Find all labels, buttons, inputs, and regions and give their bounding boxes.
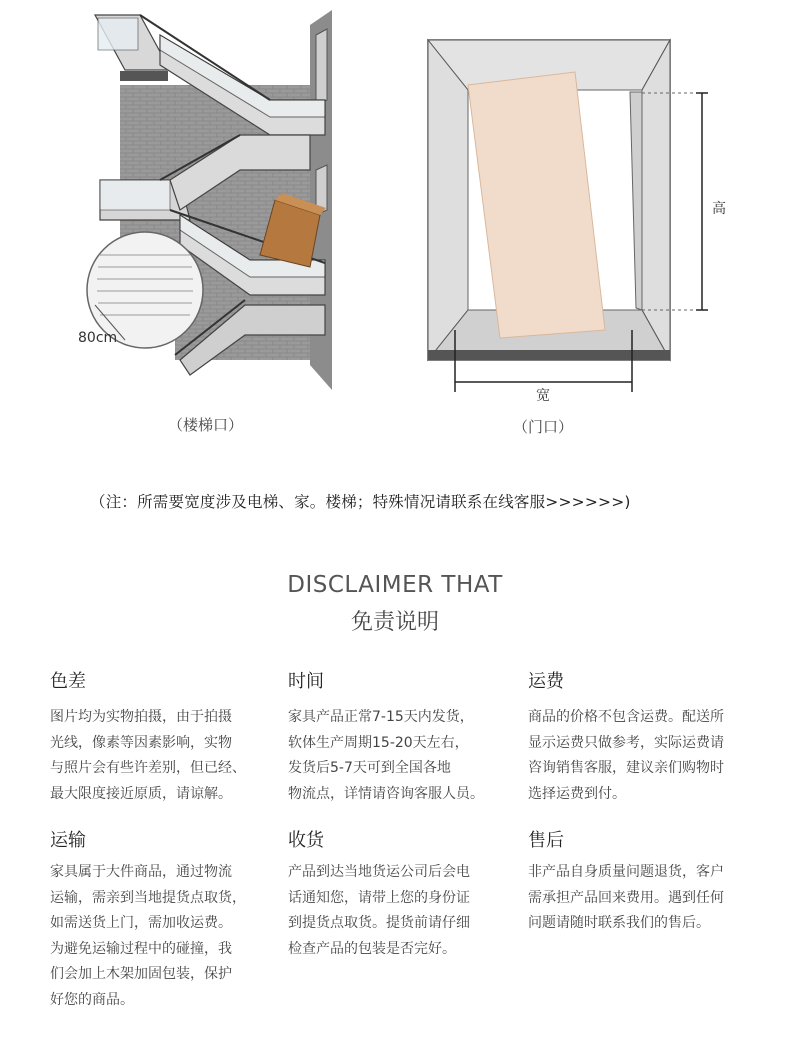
body-line: 非产品自身质量问题退货，客户	[528, 864, 724, 880]
body-line: 与照片会有些许差别，但已经、	[50, 760, 246, 776]
body-line: 家具产品正常7-15天内发货，	[288, 709, 474, 725]
section-title-transport: 运输	[50, 830, 86, 851]
section-title-freight: 运费	[528, 671, 564, 692]
body-line: 需承担产品回来费用。遇到任何	[528, 889, 724, 906]
doorway-illustration	[420, 30, 730, 400]
body-line: 到提货点取货。提货前请仔细	[288, 915, 470, 931]
body-line: 发货后5-7天可到全国各地	[288, 760, 451, 776]
section-title-receipt: 收货	[288, 830, 324, 851]
body-line: 运输，需亲到当地提货点取货，	[50, 889, 246, 906]
body-line: 为避免运输过程中的碰撞，我	[50, 940, 232, 957]
body-line: 商品的价格不包含运费。配送所	[528, 709, 724, 725]
section-title-color: 色差	[50, 671, 86, 692]
body-line: 显示运费只做参考，实际运费请	[528, 734, 724, 751]
section-body-time	[288, 705, 493, 807]
body-line: 图片均为实物拍摄，由于拍摄	[50, 709, 232, 725]
body-line: 话通知您，请带上您的身份证	[288, 889, 470, 906]
body-line: 们会加上木架加固包装，保护	[50, 966, 232, 982]
disclaimer-title-cn: 免责说明	[350, 610, 439, 635]
disclaimer-title-en: DISCLAIMER THAT	[287, 572, 503, 598]
section-title-time: 时间	[288, 671, 324, 692]
section-body-color	[50, 705, 255, 807]
body-line: 物流点，详情请咨询客服人员。	[288, 785, 484, 802]
body-line: 光线，像素等因素影响，实物	[50, 734, 232, 751]
stair-width-label: 80cm	[78, 330, 118, 346]
door-height-label: 高	[712, 201, 726, 217]
body-line: 软体生产周期15-20天左右，	[288, 734, 469, 751]
section-body-aftersales	[528, 860, 743, 937]
body-line: 家具属于大件商品，通过物流	[50, 864, 232, 880]
body-line: 选择运费到付。	[528, 785, 626, 802]
section-body-receipt	[288, 860, 493, 962]
section-body-freight	[528, 705, 743, 807]
body-line: 咨询销售客服，建议亲们购物时	[528, 760, 724, 776]
body-line: 产品到达当地货运公司后会电	[288, 864, 470, 880]
door-width-label: 宽	[536, 388, 550, 404]
width-note: （注：所需要宽度涉及电梯、家。楼梯；特殊情况请联系在线客服>>>>>>)	[90, 493, 631, 511]
stair-caption: （楼梯口）	[168, 416, 244, 434]
body-line: 如需送货上门，需加收运费。	[50, 915, 232, 931]
section-body-transport	[50, 860, 255, 1013]
body-line: 检查产品的包装是否完好。	[288, 940, 456, 957]
door-caption: （门口）	[513, 418, 574, 436]
body-line: 问题请随时联系我们的售后。	[528, 915, 710, 931]
body-line: 最大限度接近原质，请谅解。	[50, 785, 232, 802]
section-title-aftersales: 售后	[528, 830, 564, 851]
body-line: 好您的商品。	[50, 991, 134, 1008]
